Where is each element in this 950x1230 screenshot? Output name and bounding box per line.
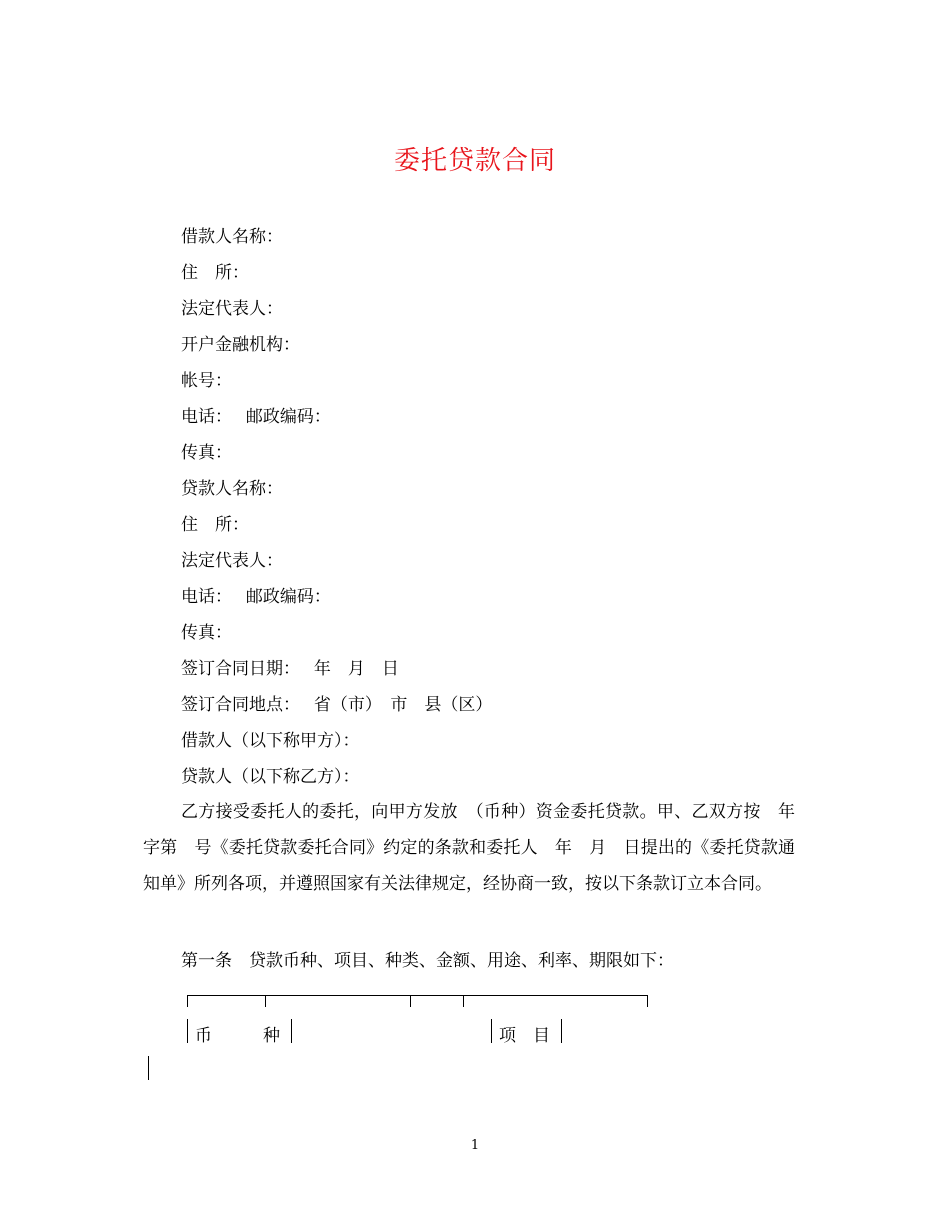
field-sign-place: 签订合同地点： 省（市） 市 县（区） (181, 695, 493, 715)
field-borrower-address: 住 所： (181, 263, 249, 283)
field-borrower-legal-rep: 法定代表人： (181, 299, 283, 319)
intro-paragraph: 乙方接受委托人的委托，向甲方发放 （币种）资金委托贷款。甲、乙双方按 年 字第 号《委托贷款委托合同》约定的条款和委托人 年 月 日提出的《委托贷款通知单》所列各项，并遵照国家有关法律规定，经协商一致，按以下条款订立本合同。 (143, 802, 812, 894)
document-title: 委托贷款合同 (393, 146, 556, 176)
field-lender-legal-rep: 法定代表人： (181, 551, 283, 571)
field-borrower-account: 帐号： (181, 371, 232, 391)
article-1-heading: 第一条 贷款币种、项目、种类、金额、用途、利率、期限如下： (181, 951, 674, 971)
table-tick (410, 995, 411, 1007)
page-number: 1 (470, 1138, 480, 1153)
table-divider (291, 1019, 292, 1043)
field-sign-date: 签订合同日期： 年 月 日 (181, 659, 399, 679)
field-borrower-name: 借款人名称： (181, 227, 283, 247)
table-cell-currency: 币 种 (195, 1026, 280, 1046)
table-top-border (187, 995, 648, 996)
table-tick (187, 995, 188, 1007)
table-tick (647, 995, 648, 1007)
field-lender-fax: 传真： (181, 623, 232, 643)
table-tick (463, 995, 464, 1007)
table-divider (561, 1019, 562, 1043)
field-lender-phone-postcode: 电话： 邮政编码： (181, 587, 331, 607)
table-divider (491, 1019, 492, 1043)
table-cell-item: 项 目 (499, 1026, 550, 1046)
field-borrower-bank: 开户金融机构： (181, 335, 300, 355)
field-lender-name: 贷款人名称： (181, 479, 283, 499)
table-divider (187, 1019, 188, 1043)
field-party-a: 借款人（以下称甲方）： (181, 731, 360, 751)
field-party-b: 贷款人（以下称乙方）： (181, 767, 360, 787)
table-tick (265, 995, 266, 1007)
field-borrower-fax: 传真： (181, 443, 232, 463)
field-borrower-phone-postcode: 电话： 邮政编码： (181, 407, 331, 427)
field-lender-address: 住 所： (181, 515, 249, 535)
table-divider (148, 1056, 149, 1080)
